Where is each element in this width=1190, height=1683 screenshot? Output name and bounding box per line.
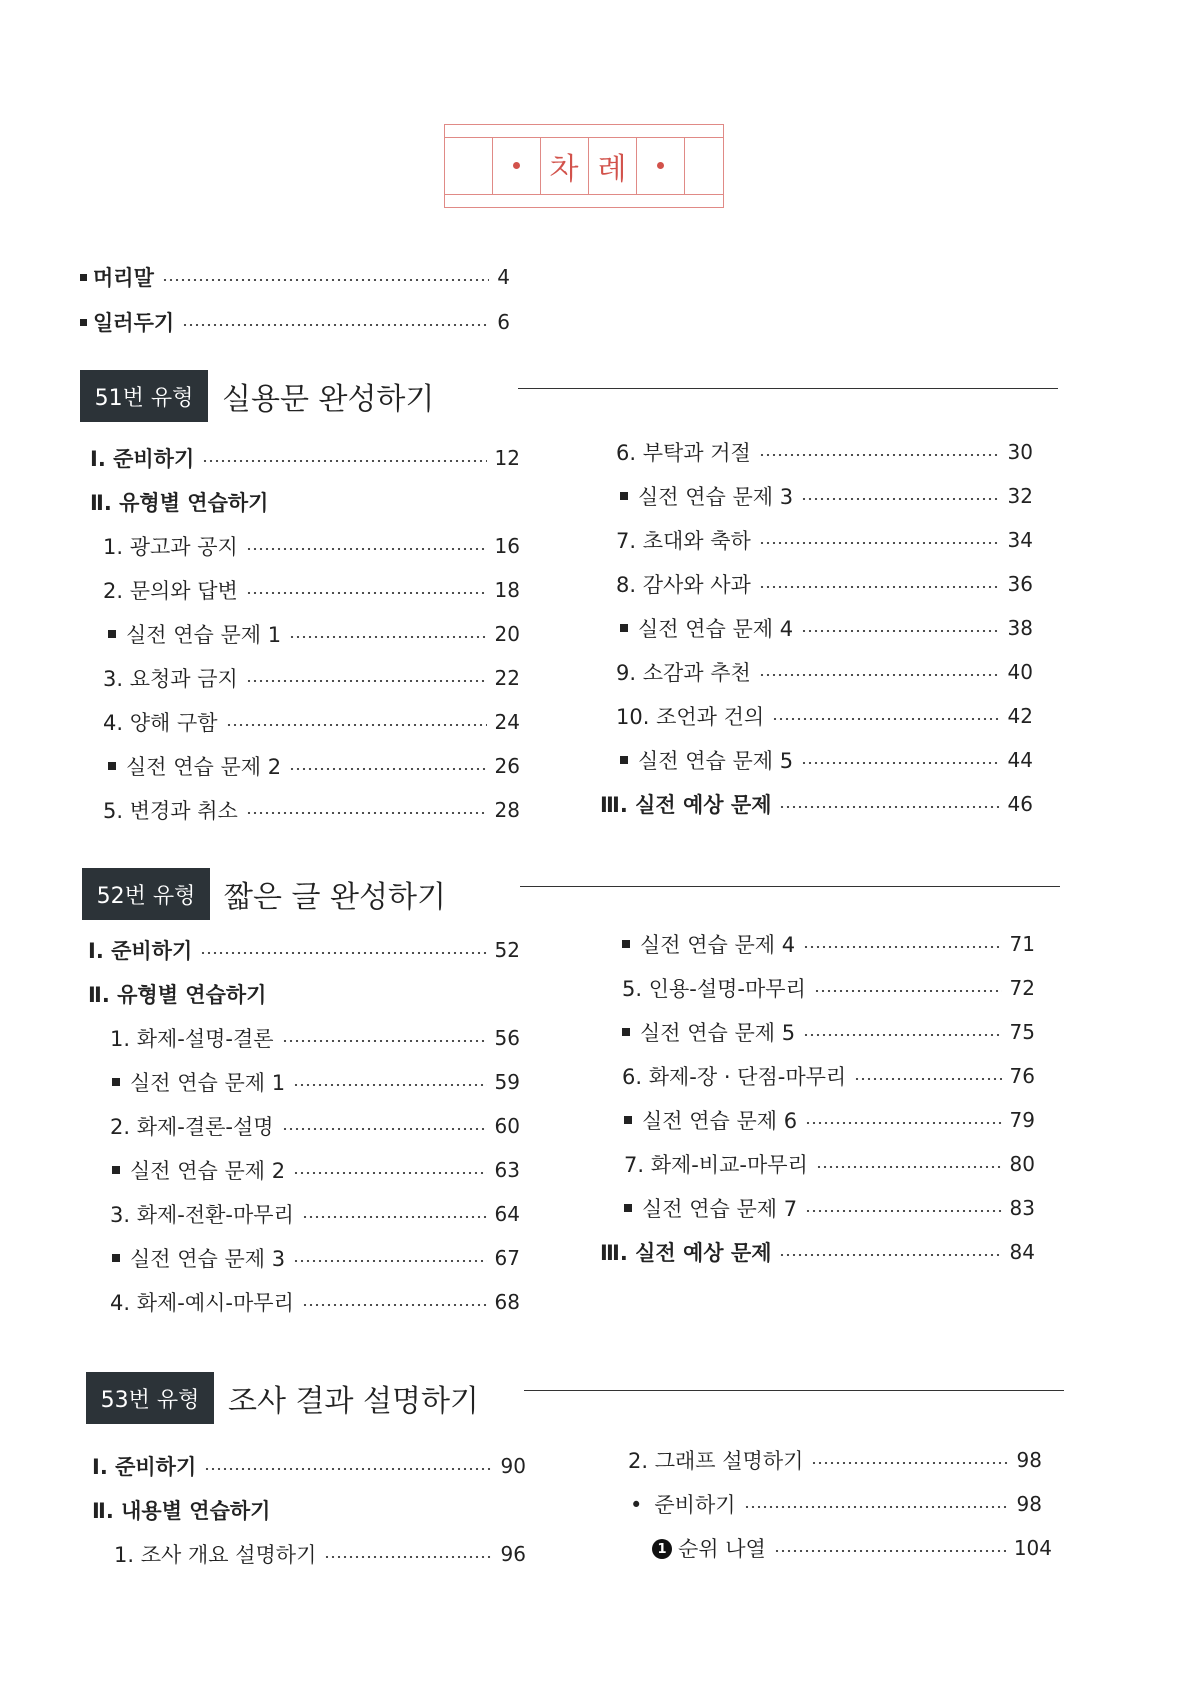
page-number: 98: [1016, 1448, 1042, 1472]
page-number: 72: [1009, 976, 1035, 1000]
page-number: 24: [494, 710, 520, 734]
leader-dots: [289, 636, 486, 638]
page-number: 71: [1009, 932, 1035, 956]
page-number: 98: [1016, 1492, 1042, 1516]
toc-entry[interactable]: 실전 연습 문제 2 26: [108, 751, 520, 781]
page-number: 36: [1007, 572, 1033, 596]
toc-entry[interactable]: 실전 연습 문제 4 71: [622, 929, 1035, 959]
toc-entry[interactable]: 실전 연습 문제 5 44: [620, 745, 1033, 775]
leader-dots: [246, 680, 487, 682]
page-number: 26: [494, 754, 520, 778]
toc-entry[interactable]: 4. 화제-예시-마무리 68: [110, 1290, 520, 1315]
toc-entry[interactable]: Ⅰ. 준비하기 90: [92, 1454, 526, 1479]
page-number: 79: [1009, 1108, 1035, 1132]
leader-dots: [289, 768, 486, 770]
toc-entry[interactable]: 1. 화제-설명-결론 56: [110, 1026, 520, 1051]
page-number: 80: [1009, 1152, 1035, 1176]
leader-dots: [759, 542, 1000, 544]
black-square-icon: [108, 630, 116, 638]
black-square-icon: [620, 492, 628, 500]
toc-entry[interactable]: 5. 인용-설명-마무리 72: [622, 976, 1035, 1001]
toc-entry[interactable]: Ⅰ. 준비하기 52: [88, 938, 520, 963]
toc-entry[interactable]: 8. 감사와 사과 36: [616, 572, 1033, 597]
leader-dots: [801, 630, 999, 632]
section-tag-52: 52번 유형: [82, 868, 210, 920]
page-number: 59: [494, 1070, 520, 1094]
black-square-icon: [622, 940, 630, 948]
toc-title-box: [444, 124, 724, 208]
section-title-51: 실용문 완성하기: [222, 382, 435, 417]
toc-entry[interactable]: 2. 화제-결론-설명 60: [110, 1114, 520, 1139]
page-number: 76: [1009, 1064, 1035, 1088]
toc-entry[interactable]: 1 순위 나열 104: [652, 1533, 1052, 1563]
black-square-icon: [80, 319, 87, 326]
toc-entry[interactable]: 9. 소감과 추천 40: [616, 660, 1033, 685]
page-number: 38: [1007, 616, 1033, 640]
page-number: 46: [1007, 792, 1033, 816]
page-number: 6: [497, 310, 510, 334]
page-number: 60: [494, 1114, 520, 1138]
toc-entry[interactable]: Ⅲ. 실전 예상 문제 84: [600, 1240, 1035, 1265]
leader-dots: [805, 1122, 1001, 1124]
leader-dots: [202, 460, 486, 462]
black-square-icon: [620, 624, 628, 632]
title-char-2: 례: [597, 152, 627, 187]
page-number: 28: [494, 798, 520, 822]
page-number: 18: [494, 578, 520, 602]
toc-entry[interactable]: 실전 연습 문제 4 38: [620, 613, 1033, 643]
page-number: 67: [494, 1246, 520, 1270]
toc-entry[interactable]: 2. 문의와 답변 18: [103, 578, 520, 603]
page-number: 34: [1007, 528, 1033, 552]
page-number: 75: [1009, 1020, 1035, 1044]
page-number: 104: [1013, 1536, 1052, 1560]
page-number: 4: [497, 265, 510, 289]
toc-entry[interactable]: Ⅲ. 실전 예상 문제 46: [600, 792, 1033, 817]
leader-dots: [246, 548, 487, 550]
page-number: 44: [1007, 748, 1033, 772]
leader-dots: [293, 1172, 486, 1174]
title-left-dot-icon: [513, 162, 520, 169]
leader-dots: [801, 498, 999, 500]
page-number: 52: [494, 938, 520, 962]
black-square-icon: [112, 1254, 120, 1262]
black-square-icon: [80, 274, 87, 281]
toc-entry[interactable]: 실전 연습 문제 1 20: [108, 619, 520, 649]
toc-entry[interactable]: 5. 변경과 취소 28: [103, 798, 520, 823]
section-rule: [520, 886, 1060, 887]
black-square-icon: [112, 1166, 120, 1174]
leader-dots: [814, 990, 1002, 992]
toc-entry[interactable]: 2. 그래프 설명하기 98: [628, 1448, 1042, 1473]
leader-dots: [779, 806, 999, 808]
toc-entry[interactable]: 3. 화제-전환-마무리 64: [110, 1202, 520, 1227]
page-number: 83: [1009, 1196, 1035, 1220]
leader-dots: [302, 1304, 487, 1306]
leader-dots: [293, 1084, 486, 1086]
section-tag-51: 51번 유형: [80, 370, 208, 422]
toc-entry[interactable]: 실전 연습 문제 3 67: [112, 1243, 520, 1273]
leader-dots: [293, 1260, 486, 1262]
toc-entry[interactable]: 실전 연습 문제 1 59: [112, 1067, 520, 1097]
page-number: 90: [500, 1454, 526, 1478]
leader-dots: [200, 952, 486, 954]
toc-entry[interactable]: 3. 요청과 금지 22: [103, 666, 520, 691]
section-title-52: 짧은 글 완성하기: [224, 880, 446, 915]
leader-dots: [811, 1462, 1008, 1464]
toc-entry[interactable]: 실전 연습 문제 2 63: [112, 1155, 520, 1185]
leader-dots: [801, 762, 999, 764]
toc-entry-guide[interactable]: 일러두기 6: [80, 307, 510, 337]
toc-entry[interactable]: 1. 광고과 공지 16: [103, 534, 520, 559]
toc-entry[interactable]: 7. 초대와 축하 34: [616, 528, 1033, 553]
toc-entry[interactable]: 실전 연습 문제 6 79: [624, 1105, 1035, 1135]
title-right-dot-icon: [657, 162, 664, 169]
toc-entry[interactable]: 실전 연습 문제 3 32: [620, 481, 1033, 511]
leader-dots: [162, 279, 489, 281]
page-number: 12: [494, 446, 520, 470]
leader-dots: [204, 1468, 492, 1470]
page-number: 32: [1007, 484, 1033, 508]
toc-entry[interactable]: 4. 양해 구함 24: [103, 710, 520, 735]
leader-dots: [759, 454, 1000, 456]
toc-entry[interactable]: 실전 연습 문제 7 83: [624, 1193, 1035, 1223]
leader-dots: [803, 1034, 1001, 1036]
page-number: 16: [494, 534, 520, 558]
toc-entry[interactable]: 1. 조사 개요 설명하기 96: [114, 1542, 526, 1567]
leader-dots: [805, 1210, 1001, 1212]
page-number: 64: [494, 1202, 520, 1226]
page-number: 68: [494, 1290, 520, 1314]
page-number: 63: [494, 1158, 520, 1182]
page-number: 42: [1007, 704, 1033, 728]
middle-dot-icon: •: [630, 1493, 643, 1517]
page-number: 56: [494, 1026, 520, 1050]
leader-dots: [772, 718, 999, 720]
section-tag-53: 53번 유형: [86, 1372, 214, 1424]
page-number: 96: [500, 1542, 526, 1566]
leader-dots: [854, 1078, 1001, 1080]
page-number: 20: [494, 622, 520, 646]
black-square-icon: [620, 756, 628, 764]
leader-dots: [282, 1128, 487, 1130]
toc-entry[interactable]: Ⅱ. 유형별 연습하기: [88, 983, 267, 1007]
leader-dots: [774, 1550, 1006, 1552]
leader-dots: [246, 812, 487, 814]
circled-number-1-icon: 1: [652, 1539, 672, 1559]
black-square-icon: [112, 1078, 120, 1086]
toc-entry[interactable]: Ⅰ. 준비하기 12: [90, 446, 520, 471]
page-number: 22: [494, 666, 520, 690]
toc-entry[interactable]: • 준비하기 98: [630, 1492, 1042, 1517]
toc-entry[interactable]: 6. 화제-장 · 단점-마무리 76: [622, 1064, 1035, 1089]
toc-entry[interactable]: Ⅱ. 유형별 연습하기: [90, 491, 269, 515]
toc-entry[interactable]: 7. 화제-비교-마무리 80: [624, 1152, 1035, 1177]
leader-dots: [182, 324, 489, 326]
toc-entry[interactable]: 실전 연습 문제 5 75: [622, 1017, 1035, 1047]
toc-entry[interactable]: 10. 조언과 건의 42: [616, 704, 1033, 729]
leader-dots: [744, 1506, 1009, 1508]
leader-dots: [803, 946, 1001, 948]
leader-dots: [282, 1040, 487, 1042]
section-title-53: 조사 결과 설명하기: [228, 1384, 479, 1419]
black-square-icon: [624, 1116, 632, 1124]
leader-dots: [759, 674, 1000, 676]
leader-dots: [226, 724, 487, 726]
leader-dots: [246, 592, 487, 594]
leader-dots: [779, 1254, 1001, 1256]
leader-dots: [816, 1166, 1002, 1168]
black-square-icon: [622, 1028, 630, 1036]
section-rule: [518, 388, 1058, 389]
toc-entry-preface[interactable]: 머리말 4: [80, 262, 510, 292]
black-square-icon: [108, 762, 116, 770]
page-number: 30: [1007, 440, 1033, 464]
leader-dots: [302, 1216, 487, 1218]
toc-entry[interactable]: 6. 부탁과 거절 30: [616, 440, 1033, 465]
black-square-icon: [624, 1204, 632, 1212]
toc-entry[interactable]: Ⅱ. 내용별 연습하기: [92, 1499, 271, 1523]
page-number: 84: [1009, 1240, 1035, 1264]
title-char-1: 차: [549, 152, 579, 187]
section-rule: [524, 1390, 1064, 1391]
page-number: 40: [1007, 660, 1033, 684]
leader-dots: [324, 1556, 492, 1558]
leader-dots: [759, 586, 1000, 588]
